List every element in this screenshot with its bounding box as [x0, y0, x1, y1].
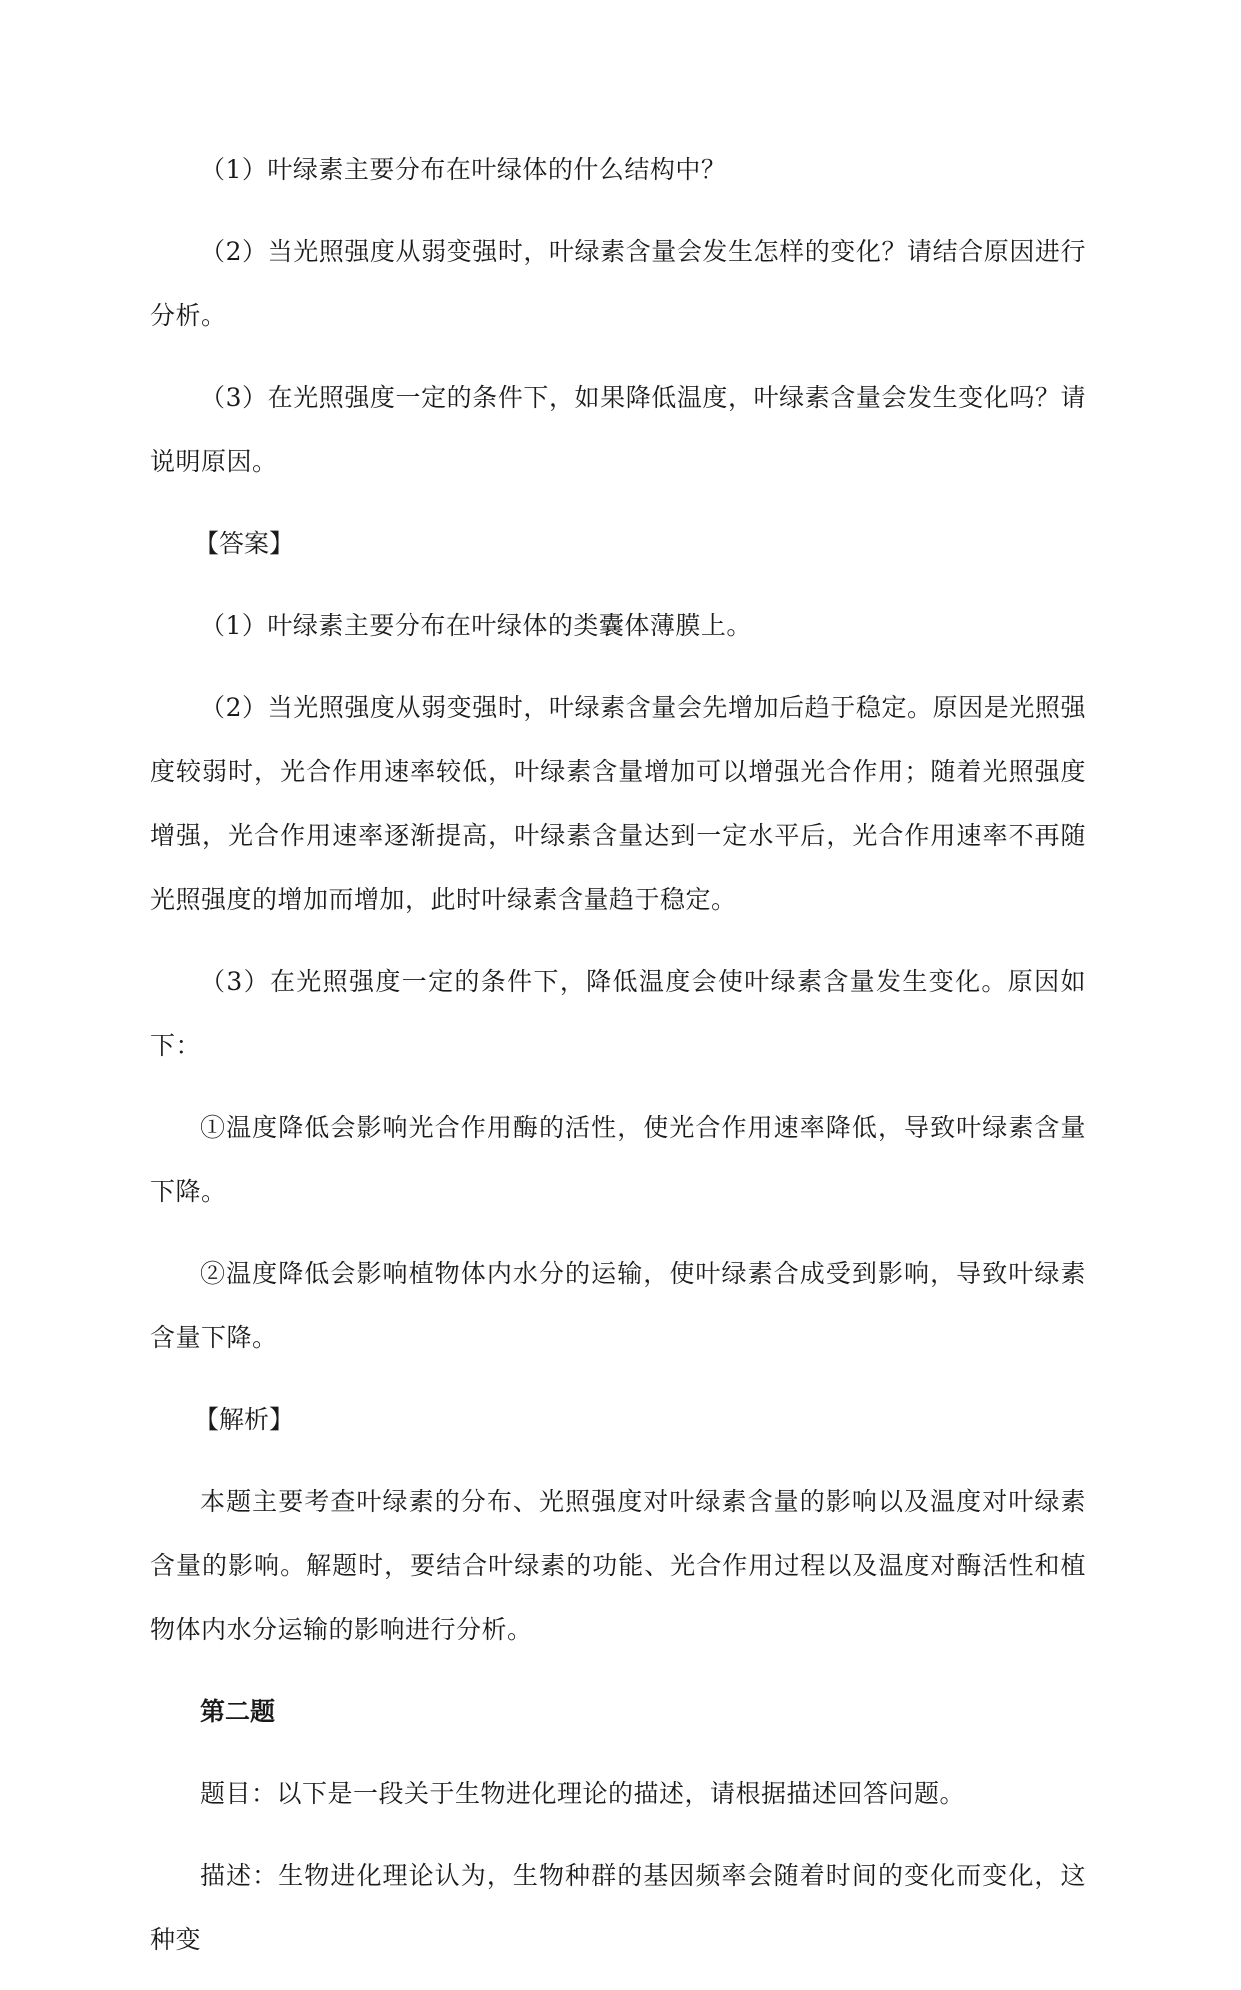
question-2: （2）当光照强度从弱变强时，叶绿素含量会发生怎样的变化？请结合原因进行分析。: [150, 237, 1086, 330]
analysis-header: 【解析】: [194, 1405, 295, 1434]
question-3: （3）在光照强度一定的条件下，如果降低温度，叶绿素含量会发生变化吗？请说明原因。: [150, 383, 1086, 476]
answer-header: 【答案】: [194, 529, 295, 558]
answer-3-point-2: ②温度降低会影响植物体内水分的运输，使叶绿素合成受到影响，导致叶绿素含量下降。: [150, 1259, 1086, 1352]
answer-2: （2）当光照强度从弱变强时，叶绿素含量会先增加后趋于稳定。原因是光照强度较弱时，光合作用速率较低，叶绿素含量增加可以增强光合作用；随着光照强度增强，光合作用速率逐渐提高，叶绿素含量达到一定水平后，光合作用速率不再随光照强度的增加而增加，此时叶绿素含量趋于稳定。: [150, 693, 1086, 914]
document-content: [150, 138, 1086, 1990]
section-2-title: 第二题: [200, 1697, 276, 1726]
answer-3: （3）在光照强度一定的条件下，降低温度会使叶绿素含量发生变化。原因如下：: [150, 967, 1086, 1060]
section-2-description: 描述：生物进化理论认为，生物种群的基因频率会随着时间的变化而变化，这种变: [150, 1861, 1086, 1954]
analysis-text: 本题主要考查叶绿素的分布、光照强度对叶绿素含量的影响以及温度对叶绿素含量的影响。解题时，要结合叶绿素的功能、光合作用过程以及温度对酶活性和植物体内水分运输的影响进行分析。: [150, 1487, 1086, 1644]
section-2-prompt: 题目：以下是一段关于生物进化理论的描述，请根据描述回答问题。: [200, 1779, 966, 1808]
answer-3-point-1: ①温度降低会影响光合作用酶的活性，使光合作用速率降低，导致叶绿素含量下降。: [150, 1113, 1086, 1206]
answer-1: （1）叶绿素主要分布在叶绿体的类囊体薄膜上。: [200, 611, 752, 640]
question-1: （1）叶绿素主要分布在叶绿体的什么结构中？: [200, 155, 727, 184]
